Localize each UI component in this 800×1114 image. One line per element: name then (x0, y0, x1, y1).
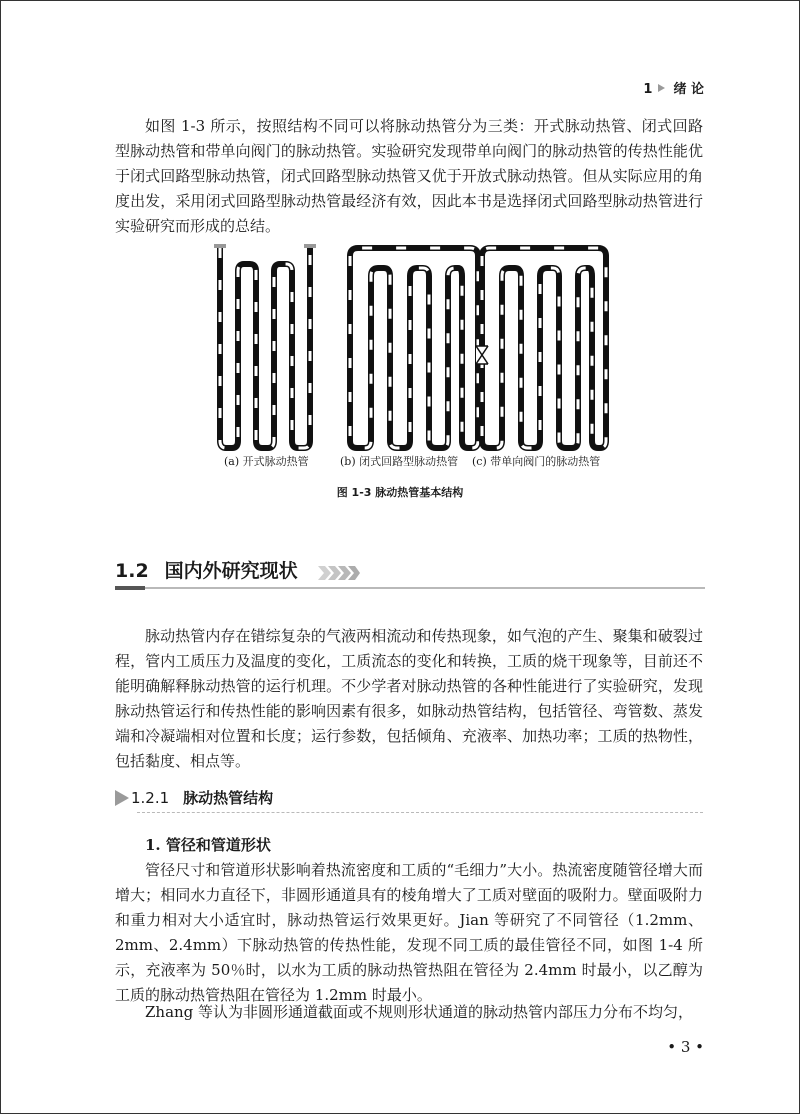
paragraph-diameter: 管径尺寸和管道形状影响着热流密度和工质的“毛细力”大小。热流密度随管径增大而增大；相同水力直径下，非圆形通道具有的棱角增大了工质对壁面的吸附力。壁面吸附力和重力相对大小适宜时，脉动热管运行效果更好。Jian 等研究了不同管径（1.2mm、2mm、2.4mm）下脉动热管的传热性能，发现不同工质的最佳管径不同，如图 1-4 所示，充液率为 50％时，以水为工质的脉动热管热阻在管径为 2.4mm 时最小，以乙醇为工质的脉动热管热阻在管径为 1.2mm 时最小。 (115, 861, 703, 1004)
section-rule (115, 587, 705, 589)
caption-b: (b) 闭式回路型脉动热管 (340, 455, 459, 468)
paragraph-intro: 如图 1-3 所示，按照结构不同可以将脉动热管分为三类：开式脉动热管、闭式回路型脉动热管和带单向阀门的脉动热管。实验研究发现带单向阀门的脉动热管的传热性能优于闭式回路型脉动热管，闭式回路型脉动热管又优于开放式脉动热管。但从实际应用的角度出发，采用闭式回路型脉动热管最经济有效，因此本书是选择闭式回路型脉动热管进行实验研究而形成的总结。 (115, 117, 703, 235)
closed-loop-pulsating-heat-pipe (350, 248, 478, 448)
section-number: 1.2 (115, 560, 149, 582)
heat-pipe-diagrams (200, 236, 620, 456)
section-title: 国内外研究现状 (164, 560, 298, 582)
check-valve-pulsating-heat-pipe (476, 248, 606, 448)
subsection-arrow-icon (115, 790, 129, 806)
section-chevron-icon (318, 566, 360, 580)
section-heading (115, 556, 298, 583)
subsection-title: 脉动热管结构 (183, 789, 274, 807)
caption-a: (a) 开式脉动热管 (224, 455, 309, 468)
figure-title: 图 1-3 脉动热管基本结构 (336, 486, 464, 499)
figure-1-3 (200, 236, 620, 476)
subsection-number: 1.2.1 (131, 789, 170, 807)
chapter-arrow-icon (658, 84, 665, 92)
item-heading: 1. 管径和管道形状 (145, 836, 271, 854)
open-pulsating-heat-pipe (214, 244, 316, 448)
paragraph-research: 脉动热管内存在错综复杂的气液两相流动和传热现象，如气泡的产生、聚集和破裂过程，管内工质压力及温度的变化，工质流态的变化和转换，工质的烧干现象等，目前还不能明确解释脉动热管的运行机理。不少学者对脉动热管的各种性能进行了实验研究，发现脉动热管运行和传热性能的影响因素有很多，如脉动热管结构，包括管径、弯管数、蒸发端和冷凝端相对位置和长度；运行参数，包括倾角、充液率、加热功率；工质的热物性，包括黏度、相点等。 (115, 627, 703, 770)
page-number: • 3 • (667, 1038, 704, 1056)
paragraph-zhang: Zhang 等认为非圆形通道截面或不规则形状通道的脉动热管内部压力分布不均匀， (145, 1003, 694, 1021)
subsection-heading (115, 787, 273, 808)
caption-c: (c) 带单向阀门的脉动热管 (472, 455, 601, 468)
chapter-title: 绪 论 (673, 82, 704, 97)
running-head (643, 78, 704, 97)
chapter-number: 1 (643, 82, 653, 97)
subsection-rule (137, 812, 703, 813)
section-rule-accent (115, 586, 145, 590)
